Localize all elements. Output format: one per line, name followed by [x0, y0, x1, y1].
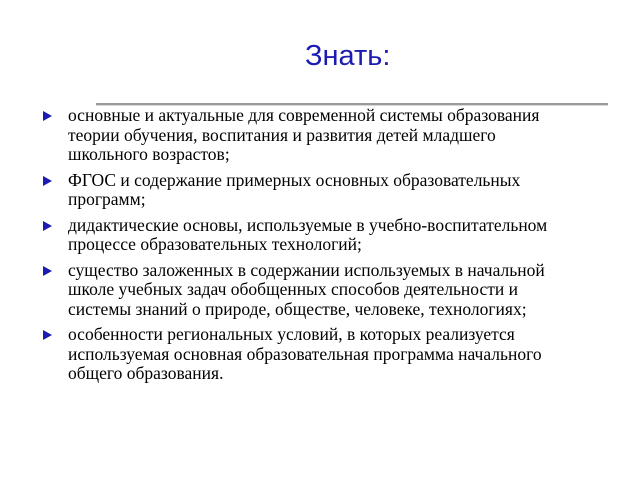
- list-item-text: особенности региональных условий, в которых реализуется используемая основная образовательная программа начального общего образования.: [68, 324, 542, 383]
- list-item: [40, 261, 580, 320]
- list-item-text: основные и актуальные для современной системы образования теории обучения, воспитания и развития детей младшего школьного возрастов;: [68, 105, 540, 164]
- triangle-bullet-icon: [43, 330, 52, 340]
- triangle-bullet-icon: [43, 266, 52, 276]
- list-item: [40, 171, 580, 210]
- triangle-bullet-icon: [43, 221, 52, 231]
- list-item-text: ФГОС и содержание примерных основных образовательных программ;: [68, 169, 521, 209]
- list-item: [40, 216, 580, 255]
- bullet-list: [40, 106, 580, 390]
- slide-title: Знать:: [305, 40, 391, 72]
- list-item-text: дидактические основы, используемые в учебно-воспитательном процессе образовательных технологий;: [68, 214, 548, 254]
- triangle-bullet-icon: [43, 176, 52, 186]
- triangle-bullet-icon: [43, 111, 52, 121]
- list-item: [40, 325, 580, 384]
- list-item-text: существо заложенных в содержании используемых в начальной школе учебных задач обобщенных способов деятельности и системы знаний о природе, обществе, человеке, технологиях;: [68, 259, 545, 319]
- list-item: [40, 106, 580, 165]
